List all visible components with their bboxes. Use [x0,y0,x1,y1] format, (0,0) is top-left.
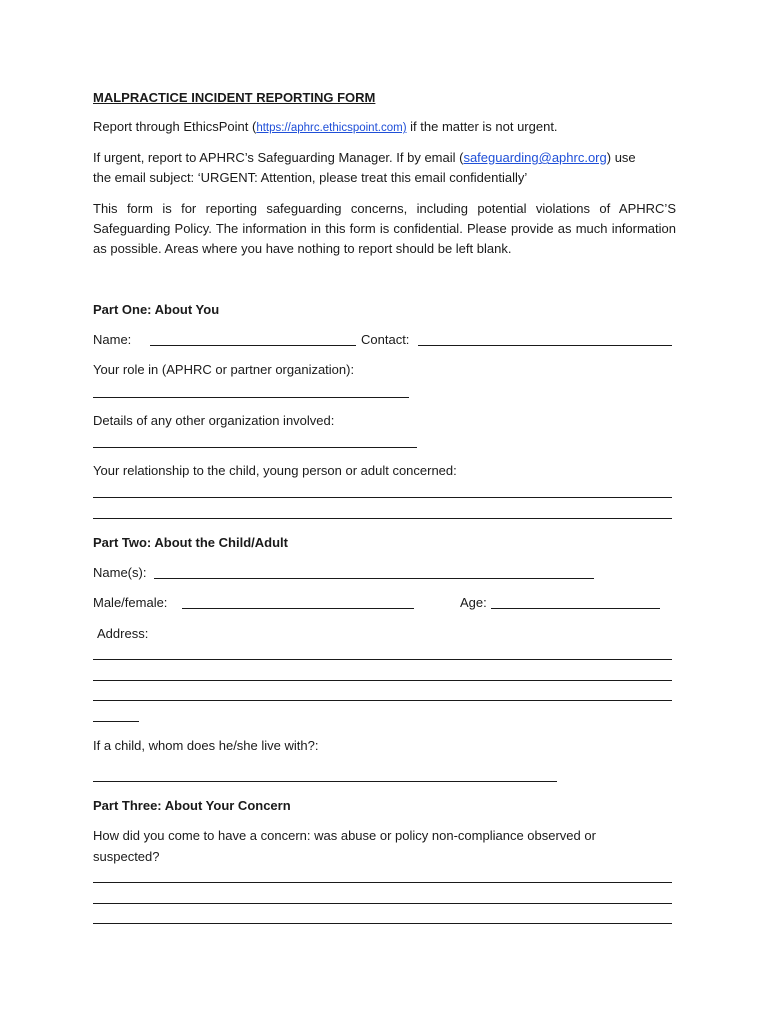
address-input-line-3[interactable] [93,700,672,701]
concern-input-line-3[interactable] [93,923,672,924]
sex-label: Male/female: [93,595,168,610]
concern-input-line-2[interactable] [93,903,672,904]
age-input-line[interactable] [491,608,660,609]
concern-question-cont: suspected? [93,849,160,864]
intro-ethicspoint [93,117,558,138]
ethicspoint-link[interactable]: https://aphrc.ethicspoint.com) [256,122,407,134]
concern-question: How did you come to have a concern: was abuse or policy non-compliance observed or [93,828,596,843]
name-label: Name: [93,332,132,347]
relationship-label: Your relationship to the child, young person or adult concerned: [93,463,457,478]
other-org-input-line[interactable] [93,447,417,448]
age-label: Age: [460,595,487,610]
concern-input-line-1[interactable] [93,882,672,883]
form-title: MALPRACTICE INCIDENT REPORTING FORM [93,90,376,105]
name-input-line[interactable] [150,345,356,346]
relationship-input-line-1[interactable] [93,497,672,498]
contact-label: Contact: [361,332,410,347]
other-org-label: Details of any other organization involved: [93,413,335,428]
address-input-line-4[interactable] [93,721,139,722]
address-label: Address: [97,626,149,641]
names-label: Name(s): [93,565,147,580]
names-input-line[interactable] [154,578,594,579]
sex-input-line[interactable] [182,608,414,609]
address-input-line-2[interactable] [93,680,672,681]
safeguarding-email-link[interactable]: safeguarding@aphrc.org [463,150,607,165]
part-one-heading: Part One: About You [93,302,220,317]
lives-with-label: If a child, whom does he/she live with?: [93,738,319,753]
intro2-text-end: ) use [606,150,636,165]
intro-urgent [93,148,636,168]
intro-urgent-subject: the email subject: ‘URGENT: Attention, please treat this email confidentially’ [93,170,528,185]
address-input-line-1[interactable] [93,659,672,660]
contact-input-line[interactable] [418,345,672,346]
intro-confidential: This form is for reporting safeguarding concerns, including potential violations of APHRC’S Safeguarding Policy. The information in this form is confidential. Please provide as much information as possible. Areas where you have nothing to report should be left blank. [93,201,676,256]
intro1-text-end: if the matter is not urgent. [406,119,558,134]
role-label: Your role in (APHRC or partner organization): [93,362,355,377]
part-two-heading: Part Two: About the Child/Adult [93,535,288,550]
lives-with-input-line[interactable] [93,781,557,782]
role-input-line[interactable] [93,397,409,398]
relationship-input-line-2[interactable] [93,518,672,519]
intro1-text: Report through EthicsPoint ( [93,119,257,134]
part-three-heading: Part Three: About Your Concern [93,798,291,813]
intro2-text: If urgent, report to APHRC’s Safeguarding Manager. If by email ( [93,150,464,165]
